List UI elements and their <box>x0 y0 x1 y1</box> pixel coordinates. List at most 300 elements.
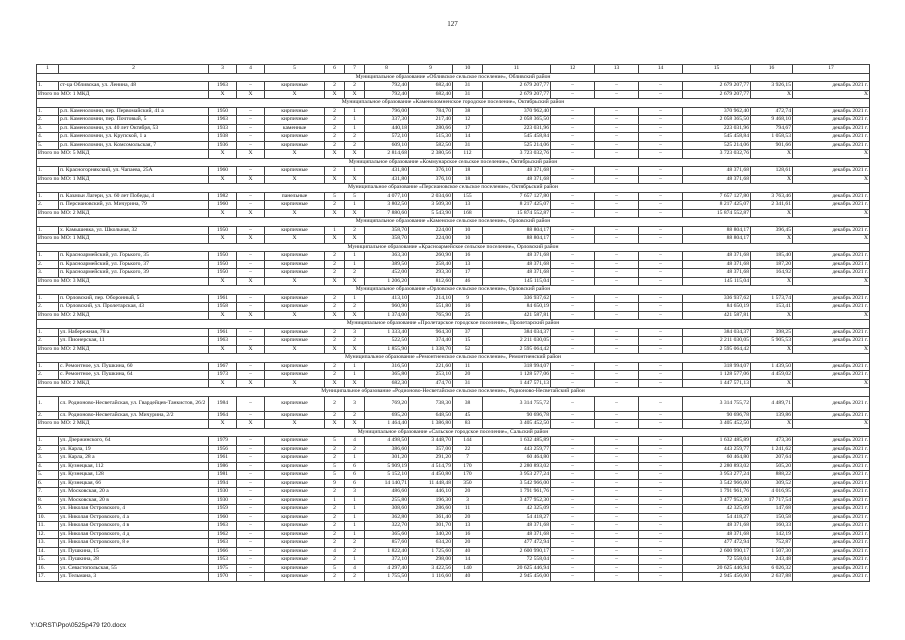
table-cell: 545 458,84 <box>683 133 751 142</box>
table-cell: 5 <box>325 564 345 573</box>
table-cell: 2 <box>345 226 365 235</box>
table-cell: – <box>237 269 265 278</box>
total-cell: X <box>325 90 345 99</box>
table-cell: 322,70 <box>365 522 409 531</box>
table-cell: кирпичные <box>265 522 325 531</box>
table-cell: – <box>639 539 683 548</box>
table-cell: 1961 <box>209 454 237 463</box>
table-cell: 1 822,40 <box>365 547 409 556</box>
table-row <box>37 269 870 278</box>
table-cell: декабрь 2021 г. <box>793 530 870 539</box>
table-cell: 2 600 990,17 <box>483 547 551 556</box>
table-cell: 5 <box>345 192 365 201</box>
table-cell: кирпичные <box>265 303 325 312</box>
total-cell: X <box>265 420 325 429</box>
table-cell: 362,80 <box>365 513 409 522</box>
total-label: Итого по МО: 5 МКД <box>37 150 209 159</box>
table-cell: – <box>595 82 639 91</box>
table-cell: 1. <box>37 396 59 411</box>
total-cell: 1 855,90 <box>365 345 409 354</box>
table-cell: каменные <box>265 124 325 133</box>
total-cell: 474,70 <box>409 379 453 388</box>
column-number-cell: 10 <box>453 65 483 74</box>
table-cell: – <box>595 337 639 346</box>
table-cell: 293,30 <box>409 269 453 278</box>
table-cell: 2 945 456,00 <box>683 573 751 582</box>
table-cell: 2 600 990,17 <box>683 547 751 556</box>
table-cell: 8. <box>37 496 59 505</box>
total-cell: 1 464,40 <box>365 420 409 429</box>
table-row <box>37 513 870 522</box>
total-cell: 2 595 064,42 <box>483 345 551 354</box>
table-cell: панельные <box>265 192 325 201</box>
address-cell: ул. Николая Островского, 8 е <box>59 539 209 548</box>
table-cell: 6. <box>37 479 59 488</box>
table-row <box>37 411 870 420</box>
table-row <box>37 328 870 337</box>
table-cell: – <box>639 201 683 210</box>
total-cell: – <box>639 209 683 218</box>
total-cell: X <box>793 420 870 429</box>
table-cell: кирпичные <box>265 539 325 548</box>
table-cell: 4 297,40 <box>365 564 409 573</box>
table-cell: 2 341,61 <box>751 201 793 210</box>
table-cell: – <box>237 252 265 261</box>
table-body <box>37 65 870 582</box>
table-cell: 2. <box>37 411 59 420</box>
table-cell: 505,20 <box>751 462 793 471</box>
table-cell: – <box>237 201 265 210</box>
table-cell: – <box>595 167 639 176</box>
table-cell: 3. <box>37 454 59 463</box>
table-cell: – <box>551 556 595 565</box>
table-cell: 440,18 <box>365 124 409 133</box>
table-row <box>37 260 870 269</box>
total-cell: 376,10 <box>409 175 453 184</box>
table-row <box>37 445 870 454</box>
table-cell: 301,20 <box>365 454 409 463</box>
table-cell: 2 211 030,05 <box>483 337 551 346</box>
table-cell: 634,20 <box>409 539 453 548</box>
table-cell: декабрь 2021 г. <box>793 539 870 548</box>
total-cell: X <box>751 150 793 159</box>
table-cell: 2 679 207,77 <box>483 82 551 91</box>
address-cell: ул. Тельмана, 3 <box>59 573 209 582</box>
table-cell: – <box>551 116 595 125</box>
table-cell: 1979 <box>209 437 237 446</box>
table-cell: 545 458,84 <box>483 133 551 142</box>
table-cell: – <box>551 479 595 488</box>
table-cell: декабрь 2021 г. <box>793 82 870 91</box>
table-cell: 48 371,68 <box>483 260 551 269</box>
table-cell: 2 <box>325 362 345 371</box>
table-cell: – <box>639 547 683 556</box>
table-cell: 316,50 <box>365 362 409 371</box>
table-cell: 1 <box>325 226 345 235</box>
table-cell: – <box>595 192 639 201</box>
table-cell: – <box>237 116 265 125</box>
table-cell: – <box>237 437 265 446</box>
column-number-cell: 13 <box>595 65 639 74</box>
total-cell: – <box>595 175 639 184</box>
table-cell: кирпичные <box>265 471 325 480</box>
table-cell: 525 214,06 <box>483 141 551 150</box>
table-cell: 7 <box>453 454 483 463</box>
address-cell: ул. Николая Островского, 4 а <box>59 513 209 522</box>
address-cell: ул. Николая Островского, 4 в <box>59 522 209 531</box>
table-cell: 221,60 <box>409 362 453 371</box>
table-cell: декабрь 2021 г. <box>793 328 870 337</box>
table-row <box>37 133 870 142</box>
table-cell: 960,90 <box>365 303 409 312</box>
total-cell: X <box>751 277 793 286</box>
table-cell: 1959 <box>209 505 237 514</box>
table-cell: – <box>595 530 639 539</box>
total-cell: X <box>209 277 237 286</box>
table-row <box>37 116 870 125</box>
table-cell: 1 333,40 <box>365 328 409 337</box>
total-row <box>37 90 870 99</box>
table-cell: 2 <box>325 454 345 463</box>
column-number-cell: 16 <box>751 65 793 74</box>
table-cell: – <box>639 260 683 269</box>
table-cell: 2 <box>345 133 365 142</box>
table-cell: 3 763,46 <box>751 192 793 201</box>
total-cell: X <box>265 90 325 99</box>
table-cell: кирпичные <box>265 547 325 556</box>
table-cell: 1 <box>345 201 365 210</box>
total-row <box>37 420 870 429</box>
total-cell: X <box>265 150 325 159</box>
table-cell: – <box>551 82 595 91</box>
table-cell: – <box>639 505 683 514</box>
table-cell: 2 <box>325 396 345 411</box>
address-cell: х. Камышевка, ул. Школьная, 32 <box>59 226 209 235</box>
table-cell: – <box>595 201 639 210</box>
table-cell: – <box>639 167 683 176</box>
total-cell: 792,40 <box>365 90 409 99</box>
table-cell: 13 <box>453 201 483 210</box>
table-cell: 48 371,68 <box>683 530 751 539</box>
total-cell: X <box>209 420 237 429</box>
table-cell: декабрь 2021 г. <box>793 445 870 454</box>
total-cell: X <box>209 209 237 218</box>
table-cell: 187,20 <box>751 260 793 269</box>
total-cell: X <box>345 345 365 354</box>
total-cell: 112 <box>453 150 483 159</box>
table-cell: – <box>237 556 265 565</box>
total-cell: 2 679 207,77 <box>683 90 751 99</box>
table-cell: 48 371,68 <box>683 260 751 269</box>
total-cell: 2 380,56 <box>409 150 453 159</box>
total-cell: X <box>751 175 793 184</box>
table-cell: 1973 <box>209 371 237 380</box>
total-cell: X <box>751 420 793 429</box>
address-cell: ул. Карла, 28 а <box>59 454 209 463</box>
table-cell: 5 <box>325 192 345 201</box>
table-cell: декабрь 2021 г. <box>793 133 870 142</box>
table-cell: 2 <box>345 573 365 582</box>
table-cell: 2 <box>325 513 345 522</box>
table-cell: кирпичные <box>265 141 325 150</box>
table-cell: 60 464,80 <box>483 454 551 463</box>
table-row <box>37 539 870 548</box>
table-cell: 901,66 <box>751 141 793 150</box>
table-cell: – <box>639 573 683 582</box>
table-cell: 2 <box>345 141 365 150</box>
table-cell: 2 <box>325 269 345 278</box>
table-cell: 170 <box>453 462 483 471</box>
table-cell: декабрь 2021 г. <box>793 556 870 565</box>
table-cell: – <box>237 362 265 371</box>
table-cell: – <box>237 445 265 454</box>
table-cell: 794,67 <box>751 124 793 133</box>
table-cell: 1930 <box>209 488 237 497</box>
total-cell: 88 804,17 <box>483 235 551 244</box>
total-cell: 2 595 064,42 <box>683 345 751 354</box>
table-cell: 2. <box>37 116 59 125</box>
table-cell: 20 625 446,94 <box>683 564 751 573</box>
total-cell: X <box>345 420 365 429</box>
table-cell: 372,10 <box>365 556 409 565</box>
table-cell: кирпичные <box>265 371 325 380</box>
table-cell: 2 280 893,02 <box>683 462 751 471</box>
table-cell: 20 <box>453 371 483 380</box>
table-cell: 255,80 <box>365 496 409 505</box>
table-cell: 14. <box>37 547 59 556</box>
table-cell: 431,80 <box>365 167 409 176</box>
table-cell: 2 <box>325 328 345 337</box>
table-cell: 11. <box>37 522 59 531</box>
table-cell: 2. <box>37 260 59 269</box>
table-cell: 286,60 <box>409 505 453 514</box>
table-cell: 54 418,27 <box>483 513 551 522</box>
table-cell: декабрь 2021 г. <box>793 252 870 261</box>
table-cell: декабрь 2021 г. <box>793 564 870 573</box>
municipality-title: Муниципальное образование «Ремонтненское сельское поселение», Ремонтненский район <box>37 354 870 363</box>
total-cell: 682,30 <box>365 379 409 388</box>
table-cell: 4 489,71 <box>751 396 793 411</box>
table-row <box>37 226 870 235</box>
column-number-cell: 2 <box>59 65 209 74</box>
table-cell: 1 <box>345 556 365 565</box>
table-cell: – <box>551 445 595 454</box>
total-label: Итого по МО: 3 МКД <box>37 277 209 286</box>
table-cell: – <box>595 260 639 269</box>
table-cell: 3 509,30 <box>409 201 453 210</box>
table-cell: 648,50 <box>409 411 453 420</box>
table-cell: 363,30 <box>365 252 409 261</box>
column-number-cell: 5 <box>265 65 325 74</box>
table-cell: декабрь 2021 г. <box>793 488 870 497</box>
table-cell: – <box>551 167 595 176</box>
table-cell: 3. <box>37 124 59 133</box>
table-cell: 20 <box>453 488 483 497</box>
table-cell: 9. <box>37 505 59 514</box>
table-cell: – <box>639 454 683 463</box>
table-row <box>37 82 870 91</box>
table-cell: 3 314 755,72 <box>483 396 551 411</box>
total-cell: X <box>345 311 365 320</box>
table-cell: 4. <box>37 133 59 142</box>
total-row <box>37 277 870 286</box>
table-cell: кирпичные <box>265 437 325 446</box>
total-cell: X <box>209 345 237 354</box>
table-cell: 1. <box>37 82 59 91</box>
table-cell: – <box>639 488 683 497</box>
table-cell: 3. <box>37 269 59 278</box>
table-cell: – <box>639 133 683 142</box>
table-cell: 2 <box>325 522 345 531</box>
table-cell: – <box>551 294 595 303</box>
total-cell: 48 371,68 <box>683 175 751 184</box>
total-cell: – <box>551 209 595 218</box>
table-cell: 9 <box>453 294 483 303</box>
total-cell: X <box>237 420 265 429</box>
column-number-cell: 17 <box>793 65 870 74</box>
address-cell: ст-ца Обливская, ул. Ленина, 48 <box>59 82 209 91</box>
table-cell: 1 <box>345 294 365 303</box>
table-cell: 1960 <box>209 513 237 522</box>
table-cell: 1984 <box>209 396 237 411</box>
table-cell: – <box>639 116 683 125</box>
municipality-row <box>37 218 870 227</box>
address-cell: ул. Пушкина, 28 <box>59 556 209 565</box>
table-cell: – <box>639 462 683 471</box>
table-cell: – <box>595 547 639 556</box>
table-cell: 22 <box>453 445 483 454</box>
table-cell: – <box>595 124 639 133</box>
total-row <box>37 345 870 354</box>
table-cell: 1 <box>345 454 365 463</box>
total-cell: 18 <box>453 175 483 184</box>
table-cell: 11 448,48 <box>409 479 453 488</box>
table-cell: – <box>639 124 683 133</box>
table-cell: 1986 <box>209 462 237 471</box>
table-cell: – <box>551 522 595 531</box>
table-row <box>37 167 870 176</box>
table-cell: 2 <box>325 488 345 497</box>
table-cell: 38 <box>453 396 483 411</box>
table-cell: 298,00 <box>409 556 453 565</box>
total-cell: – <box>595 311 639 320</box>
total-cell: X <box>325 277 345 286</box>
total-cell: X <box>209 90 237 99</box>
total-cell: X <box>751 90 793 99</box>
table-cell: 1 <box>345 260 365 269</box>
table-cell: 4 498,50 <box>365 437 409 446</box>
total-cell: – <box>639 175 683 184</box>
total-cell: 3 405 452,50 <box>683 420 751 429</box>
table-cell: 20 <box>453 539 483 548</box>
municipality-row <box>37 354 870 363</box>
table-cell: – <box>639 252 683 261</box>
address-cell: ул. Московская, 20 а <box>59 488 209 497</box>
table-cell: – <box>595 445 639 454</box>
total-cell: X <box>793 150 870 159</box>
total-cell: – <box>551 277 595 286</box>
table-cell: – <box>237 226 265 235</box>
table-cell: 1963 <box>209 522 237 531</box>
address-cell: ул. Пушкина, 15 <box>59 547 209 556</box>
table-cell: 185,40 <box>751 252 793 261</box>
table-cell: 42 325,09 <box>483 505 551 514</box>
total-cell: X <box>265 345 325 354</box>
table-cell: 358,70 <box>365 226 409 235</box>
table-cell: 223 031,96 <box>483 124 551 133</box>
table-cell: 2 679 207,77 <box>683 82 751 91</box>
table-cell: 1 <box>345 167 365 176</box>
table-cell: 682,40 <box>409 82 453 91</box>
table-row <box>37 362 870 371</box>
table-cell: кирпичные <box>265 462 325 471</box>
table-cell: 31 <box>453 141 483 150</box>
table-row <box>37 488 870 497</box>
table-row <box>37 252 870 261</box>
table-cell: 308,60 <box>365 505 409 514</box>
table-cell: 3 <box>345 396 365 411</box>
table-cell: декабрь 2021 г. <box>793 124 870 133</box>
total-cell: X <box>237 90 265 99</box>
table-cell: – <box>237 488 265 497</box>
housing-table-wrapper <box>36 64 869 582</box>
table-cell: – <box>551 252 595 261</box>
table-cell: 370 962,40 <box>683 107 751 116</box>
table-cell: кирпичные <box>265 269 325 278</box>
table-cell: 17. <box>37 573 59 582</box>
table-cell: 2 <box>325 107 345 116</box>
table-cell: 5 <box>325 471 345 480</box>
total-label: Итого по МО: 2 МКД <box>37 311 209 320</box>
total-cell: 1 386,80 <box>409 420 453 429</box>
table-cell: – <box>551 362 595 371</box>
table-cell: 340,20 <box>409 530 453 539</box>
table-cell: 1 632 485,89 <box>683 437 751 446</box>
column-number-cell: 3 <box>209 65 237 74</box>
total-cell: 1 447 571,13 <box>683 379 751 388</box>
table-cell: 6 <box>345 471 365 480</box>
table-cell: – <box>639 107 683 116</box>
table-cell: 4 450,80 <box>409 471 453 480</box>
table-cell: – <box>551 141 595 150</box>
table-cell: 376,10 <box>409 167 453 176</box>
table-cell: 153,41 <box>751 303 793 312</box>
table-cell: – <box>551 303 595 312</box>
total-label: Итого по МО: 2 МКД <box>37 379 209 388</box>
table-cell: – <box>639 513 683 522</box>
table-cell: декабрь 2021 г. <box>793 522 870 531</box>
municipality-title: Муниципальное образование «Каменское сельское поселение», Орловский район <box>37 218 870 227</box>
table-cell: 1963 <box>209 116 237 125</box>
table-cell: – <box>595 437 639 446</box>
table-cell: декабрь 2021 г. <box>793 294 870 303</box>
table-cell: 1 573,74 <box>751 294 793 303</box>
table-cell: 11 <box>453 505 483 514</box>
table-cell: 5. <box>37 471 59 480</box>
address-cell: ул. Николая Островского, 4 <box>59 505 209 514</box>
table-cell: 2 <box>345 547 365 556</box>
total-cell: X <box>209 235 237 244</box>
table-cell: 3 542 966,00 <box>483 479 551 488</box>
table-cell: 90 696,78 <box>483 411 551 420</box>
table-row <box>37 573 870 582</box>
table-cell: 38 <box>453 107 483 116</box>
municipality-title: Муниципальное образование «Каменоломненское городское поселение», Октябрьский район <box>37 99 870 108</box>
address-cell: п. Орловский, ул. Пролетарская, 43 <box>59 303 209 312</box>
table-cell: 477 472,94 <box>483 539 551 548</box>
table-cell: 318 994,07 <box>483 362 551 371</box>
table-cell: 16 <box>453 530 483 539</box>
